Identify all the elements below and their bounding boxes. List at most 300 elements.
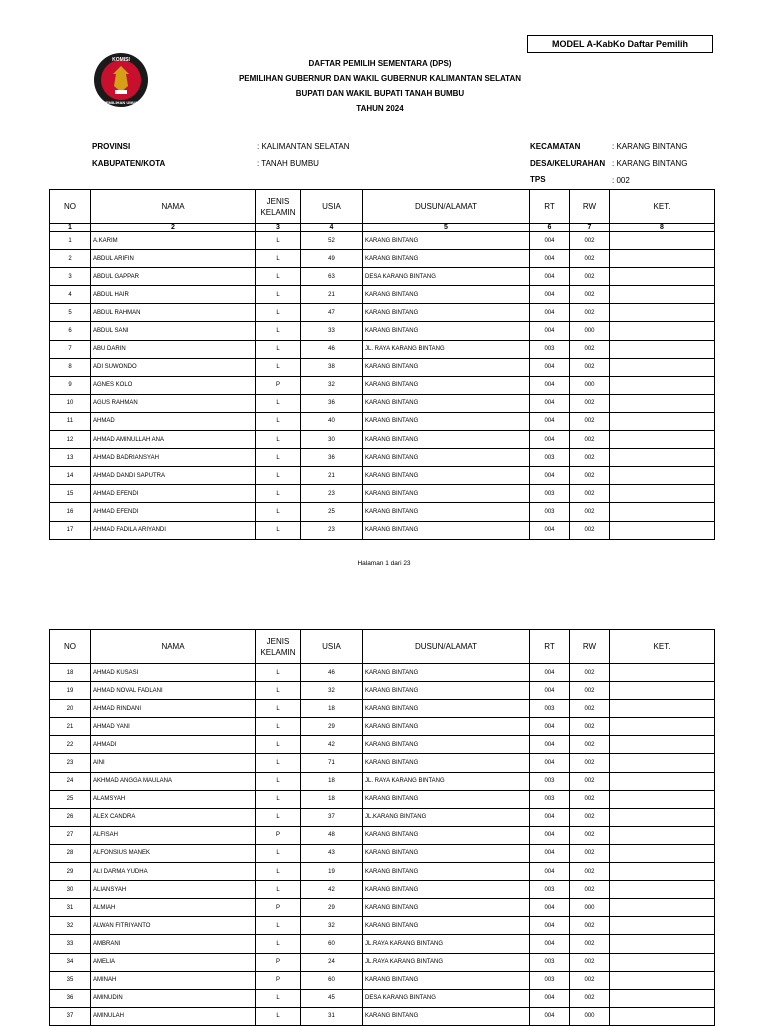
col-no: NO: [50, 630, 91, 664]
table-cell: 002: [570, 826, 610, 844]
table-cell: 29: [50, 863, 91, 881]
table-cell: KARANG BINTANG: [363, 412, 530, 430]
table-cell: 15: [50, 485, 91, 503]
table-cell: KARANG BINTANG: [363, 736, 530, 754]
table-cell: 21: [301, 286, 363, 304]
voter-rows-page-1: [50, 232, 715, 540]
col-index: 1: [50, 224, 91, 232]
table-cell: 004: [530, 899, 570, 917]
table-cell: 6: [50, 322, 91, 340]
col-rt: RT: [530, 190, 570, 224]
table-cell: AHMAD EFENDI: [91, 485, 256, 503]
table-cell: 11: [50, 412, 91, 430]
table-cell: 36: [301, 449, 363, 467]
table-cell: [610, 268, 715, 286]
table-cell: [610, 718, 715, 736]
table-cell: L: [256, 1007, 301, 1025]
table-cell: 25: [50, 790, 91, 808]
table-cell: 18: [301, 790, 363, 808]
col-dusun-alamat: DUSUN/ALAMAT: [363, 630, 530, 664]
table-cell: L: [256, 844, 301, 862]
table-cell: 3: [50, 268, 91, 286]
table-cell: 002: [570, 412, 610, 430]
table-cell: 003: [530, 790, 570, 808]
col-jenis-kelamin: JENIS KELAMIN: [256, 630, 301, 664]
table-row: [50, 718, 715, 736]
title-line-3: BUPATI DAN WAKIL BUPATI TANAH BUMBU: [295, 89, 465, 98]
table-cell: AHMAD: [91, 412, 256, 430]
table-cell: [610, 682, 715, 700]
table-cell: AGNES KOLO: [91, 376, 256, 394]
table-cell: JL. RAYA KARANG BINTANG: [363, 772, 530, 790]
table-cell: P: [256, 971, 301, 989]
table-row: [50, 304, 715, 322]
table-cell: 002: [570, 736, 610, 754]
table-cell: KARANG BINTANG: [363, 881, 530, 899]
table-cell: L: [256, 412, 301, 430]
title-line-1: DAFTAR PEMILIH SEMENTARA (DPS): [308, 59, 452, 68]
table-cell: 004: [530, 232, 570, 250]
table-cell: KARANG BINTANG: [363, 844, 530, 862]
table-row: [50, 340, 715, 358]
table-cell: 36: [301, 394, 363, 412]
table-cell: 002: [570, 808, 610, 826]
table-cell: 002: [570, 917, 610, 935]
table-cell: 004: [530, 394, 570, 412]
table-cell: L: [256, 772, 301, 790]
table-cell: 26: [50, 808, 91, 826]
table-cell: 002: [570, 431, 610, 449]
col-nama: NAMA: [91, 190, 256, 224]
desa-value: : KARANG BINTANG: [612, 159, 688, 168]
table-row: [50, 754, 715, 772]
table-cell: 60: [301, 935, 363, 953]
table-cell: ABDUL HAIR: [91, 286, 256, 304]
table-cell: JL.RAYA KARANG BINTANG: [363, 935, 530, 953]
table-cell: 002: [570, 682, 610, 700]
table-cell: 5: [50, 304, 91, 322]
table-cell: 004: [530, 467, 570, 485]
table-cell: 004: [530, 376, 570, 394]
table-cell: L: [256, 250, 301, 268]
table-cell: [610, 1007, 715, 1025]
table-cell: 000: [570, 899, 610, 917]
table-cell: [610, 449, 715, 467]
table-cell: AHMAD NOVAL FADLANI: [91, 682, 256, 700]
voter-table-page-2: [49, 629, 715, 1026]
table-cell: L: [256, 286, 301, 304]
table-cell: 24: [301, 953, 363, 971]
table-cell: 30: [50, 881, 91, 899]
table-cell: [610, 790, 715, 808]
table-cell: 002: [570, 881, 610, 899]
table-cell: KARANG BINTANG: [363, 754, 530, 772]
col-index: 2: [91, 224, 256, 232]
table-cell: [610, 935, 715, 953]
table-cell: 002: [570, 718, 610, 736]
table-cell: 46: [301, 664, 363, 682]
table-cell: 19: [301, 863, 363, 881]
table-cell: 20: [50, 700, 91, 718]
table-cell: 49: [301, 250, 363, 268]
table-cell: KARANG BINTANG: [363, 286, 530, 304]
table-cell: P: [256, 376, 301, 394]
table-cell: ALMIAH: [91, 899, 256, 917]
table-cell: L: [256, 989, 301, 1007]
table-cell: AMINAH: [91, 971, 256, 989]
table-cell: 12: [50, 431, 91, 449]
table-cell: L: [256, 790, 301, 808]
table-cell: 33: [50, 935, 91, 953]
table-cell: AMINULAH: [91, 1007, 256, 1025]
table-cell: KARANG BINTANG: [363, 485, 530, 503]
table-cell: [610, 521, 715, 539]
table-cell: 004: [530, 863, 570, 881]
table-cell: L: [256, 268, 301, 286]
table-row: [50, 412, 715, 430]
table-row: [50, 971, 715, 989]
table-cell: 42: [301, 881, 363, 899]
table-cell: [610, 431, 715, 449]
table-row: [50, 431, 715, 449]
table-cell: [610, 863, 715, 881]
table-row: [50, 736, 715, 754]
table-cell: KARANG BINTANG: [363, 322, 530, 340]
table-cell: KARANG BINTANG: [363, 503, 530, 521]
col-rw: RW: [570, 190, 610, 224]
table-cell: ALEX CANDRA: [91, 808, 256, 826]
table-row: [50, 664, 715, 682]
table-cell: 36: [50, 989, 91, 1007]
table-cell: 002: [570, 232, 610, 250]
table-cell: 14: [50, 467, 91, 485]
table-cell: [610, 485, 715, 503]
table-cell: 22: [50, 736, 91, 754]
table-cell: [610, 844, 715, 862]
table-cell: KARANG BINTANG: [363, 304, 530, 322]
col-dusun-alamat: DUSUN/ALAMAT: [363, 190, 530, 224]
table-cell: 9: [50, 376, 91, 394]
table-cell: 004: [530, 736, 570, 754]
table-cell: KARANG BINTANG: [363, 521, 530, 539]
model-label: MODEL A-KabKo Daftar Pemilih: [527, 35, 713, 53]
table-cell: 31: [50, 899, 91, 917]
table-cell: [610, 899, 715, 917]
table-cell: 002: [570, 664, 610, 682]
table-cell: [610, 881, 715, 899]
table-cell: [610, 664, 715, 682]
table-cell: AHMAD AMINULLAH ANA: [91, 431, 256, 449]
table-cell: 004: [530, 989, 570, 1007]
kpu-logo: [93, 52, 149, 108]
table-cell: KARANG BINTANG: [363, 790, 530, 808]
table-row: [50, 790, 715, 808]
col-nama: NAMA: [91, 630, 256, 664]
col-rw: RW: [570, 630, 610, 664]
table-cell: 23: [50, 754, 91, 772]
table-cell: 47: [301, 304, 363, 322]
table-cell: 7: [50, 340, 91, 358]
table-cell: 002: [570, 304, 610, 322]
table-row: [50, 899, 715, 917]
table-cell: L: [256, 304, 301, 322]
table-cell: 30: [301, 431, 363, 449]
table-cell: KARANG BINTANG: [363, 250, 530, 268]
table-cell: [610, 394, 715, 412]
table-row: [50, 917, 715, 935]
table-cell: [610, 503, 715, 521]
table-cell: [610, 989, 715, 1007]
table-cell: 000: [570, 376, 610, 394]
table-row: [50, 863, 715, 881]
table-row: [50, 881, 715, 899]
table-cell: L: [256, 322, 301, 340]
table-cell: [610, 467, 715, 485]
table-cell: L: [256, 917, 301, 935]
table-cell: 004: [530, 431, 570, 449]
table-cell: 29: [301, 718, 363, 736]
table-cell: [610, 358, 715, 376]
table-cell: KARANG BINTANG: [363, 899, 530, 917]
table-row: [50, 394, 715, 412]
table-row: [50, 989, 715, 1007]
table-cell: AHMAD YANI: [91, 718, 256, 736]
table-cell: 17: [50, 521, 91, 539]
table-cell: [610, 917, 715, 935]
table-cell: ALAMSYAH: [91, 790, 256, 808]
table-row: [50, 485, 715, 503]
table-cell: KARANG BINTANG: [363, 449, 530, 467]
table-cell: AHMAD EFENDI: [91, 503, 256, 521]
table-cell: 63: [301, 268, 363, 286]
table-cell: 004: [530, 808, 570, 826]
table-cell: L: [256, 503, 301, 521]
table-cell: 002: [570, 286, 610, 304]
table-cell: ALFISAH: [91, 826, 256, 844]
table-cell: 002: [570, 250, 610, 268]
desa-label: DESA/KELURAHAN: [530, 159, 606, 168]
table-cell: 8: [50, 358, 91, 376]
table-cell: L: [256, 232, 301, 250]
table-cell: P: [256, 826, 301, 844]
table-cell: L: [256, 467, 301, 485]
table-cell: L: [256, 863, 301, 881]
table-cell: 003: [530, 503, 570, 521]
table-cell: 004: [530, 286, 570, 304]
table-cell: 18: [50, 664, 91, 682]
table-cell: 31: [301, 1007, 363, 1025]
table-cell: JL.RAYA KARANG BINTANG: [363, 953, 530, 971]
table-cell: AHMADI: [91, 736, 256, 754]
table-cell: [610, 953, 715, 971]
table-row: [50, 503, 715, 521]
table-cell: ABDUL GAPPAR: [91, 268, 256, 286]
table-cell: KARANG BINTANG: [363, 664, 530, 682]
table-cell: 003: [530, 449, 570, 467]
logo-bottom-text: PEMILIHAN UMUM: [103, 100, 139, 105]
table-cell: ALI DARMA YUDHA: [91, 863, 256, 881]
table-cell: 004: [530, 682, 570, 700]
table-cell: JL.KARANG BINTANG: [363, 808, 530, 826]
table-cell: 002: [570, 989, 610, 1007]
table-cell: L: [256, 736, 301, 754]
table-cell: L: [256, 700, 301, 718]
table-cell: 18: [301, 700, 363, 718]
table-cell: 004: [530, 358, 570, 376]
table-cell: KARANG BINTANG: [363, 1007, 530, 1025]
table-cell: 004: [530, 718, 570, 736]
table-cell: 23: [301, 521, 363, 539]
table-cell: KARANG BINTANG: [363, 682, 530, 700]
table-cell: KARANG BINTANG: [363, 232, 530, 250]
table-cell: DESA KARANG BINTANG: [363, 268, 530, 286]
table-cell: [610, 232, 715, 250]
table-cell: 40: [301, 412, 363, 430]
kabkota-value: : TANAH BUMBU: [257, 159, 319, 168]
table-cell: L: [256, 394, 301, 412]
table-cell: 004: [530, 826, 570, 844]
table-cell: L: [256, 881, 301, 899]
table-row: [50, 935, 715, 953]
voter-table-page-1: [49, 189, 715, 540]
title-line-2: PEMILIHAN GUBERNUR DAN WAKIL GUBERNUR KALIMANTAN SELATAN: [238, 74, 522, 83]
table-cell: 002: [570, 358, 610, 376]
table-cell: 27: [50, 826, 91, 844]
table-cell: 35: [50, 971, 91, 989]
table-cell: A.KARIM: [91, 232, 256, 250]
table-cell: L: [256, 664, 301, 682]
table-cell: ABDUL SANI: [91, 322, 256, 340]
table-row: [50, 844, 715, 862]
table-row: [50, 358, 715, 376]
table-cell: 002: [570, 844, 610, 862]
table-row: [50, 232, 715, 250]
table-cell: 002: [570, 268, 610, 286]
table-cell: 000: [570, 1007, 610, 1025]
table-cell: KARANG BINTANG: [363, 700, 530, 718]
table-cell: KARANG BINTANG: [363, 718, 530, 736]
table-cell: ADI SUWONDO: [91, 358, 256, 376]
table-cell: 38: [301, 358, 363, 376]
col-index: 3: [256, 224, 301, 232]
table-cell: 003: [530, 340, 570, 358]
table-cell: 003: [530, 700, 570, 718]
table-cell: 42: [301, 736, 363, 754]
table-cell: 21: [50, 718, 91, 736]
table-cell: KARANG BINTANG: [363, 431, 530, 449]
table-cell: 002: [570, 790, 610, 808]
page-footer: Halaman 1 dari 23: [357, 560, 411, 567]
table-cell: ABU DARIN: [91, 340, 256, 358]
table-cell: 24: [50, 772, 91, 790]
table-cell: L: [256, 431, 301, 449]
col-no: NO: [50, 190, 91, 224]
table-cell: AHMAD BADRIANSYAH: [91, 449, 256, 467]
table-cell: JL. RAYA KARANG BINTANG: [363, 340, 530, 358]
tps-label: TPS: [530, 175, 546, 184]
table-row: [50, 826, 715, 844]
table-cell: 10: [50, 394, 91, 412]
table-cell: 33: [301, 322, 363, 340]
table-cell: KARANG BINTANG: [363, 376, 530, 394]
kecamatan-label: KECAMATAN: [530, 142, 581, 151]
table-cell: [610, 772, 715, 790]
table-cell: L: [256, 521, 301, 539]
col-rt: RT: [530, 630, 570, 664]
table-cell: 29: [301, 899, 363, 917]
table-cell: 71: [301, 754, 363, 772]
table-row: [50, 521, 715, 539]
table-cell: 002: [570, 772, 610, 790]
provinsi-value: : KALIMANTAN SELATAN: [257, 142, 350, 151]
col-index: 8: [610, 224, 715, 232]
table-cell: 003: [530, 772, 570, 790]
title-line-4: TAHUN 2024: [356, 104, 404, 113]
table-row: [50, 286, 715, 304]
table-cell: 37: [50, 1007, 91, 1025]
table-cell: 32: [301, 376, 363, 394]
table-cell: AHMAD KUSASI: [91, 664, 256, 682]
table-cell: 003: [530, 881, 570, 899]
table-cell: 002: [570, 953, 610, 971]
table-cell: 16: [50, 503, 91, 521]
table-cell: 002: [570, 863, 610, 881]
table-cell: 32: [50, 917, 91, 935]
table-cell: [610, 808, 715, 826]
table-row: [50, 467, 715, 485]
table-cell: 004: [530, 304, 570, 322]
col-index: 4: [301, 224, 363, 232]
table-cell: [610, 412, 715, 430]
table-cell: AHMAD RINDANI: [91, 700, 256, 718]
table-cell: 002: [570, 467, 610, 485]
table-cell: 004: [530, 844, 570, 862]
table-cell: L: [256, 449, 301, 467]
table-cell: L: [256, 485, 301, 503]
table-cell: 003: [530, 485, 570, 503]
table-cell: 004: [530, 754, 570, 772]
table-cell: P: [256, 899, 301, 917]
table-cell: L: [256, 718, 301, 736]
provinsi-label: PROVINSI: [92, 142, 131, 151]
table-cell: 13: [50, 449, 91, 467]
col-index: 7: [570, 224, 610, 232]
table-cell: 1: [50, 232, 91, 250]
table-cell: ABDUL RAHMAN: [91, 304, 256, 322]
table-cell: 002: [570, 521, 610, 539]
table-cell: [610, 250, 715, 268]
table-row: [50, 700, 715, 718]
table-cell: P: [256, 953, 301, 971]
table-cell: 4: [50, 286, 91, 304]
table-cell: 25: [301, 503, 363, 521]
table-row: [50, 1007, 715, 1025]
table-cell: AGUS RAHMAN: [91, 394, 256, 412]
table-cell: 28: [50, 844, 91, 862]
table-cell: AMINUDIN: [91, 989, 256, 1007]
table-cell: 002: [570, 394, 610, 412]
table-cell: AHMAD DANDI SAPUTRA: [91, 467, 256, 485]
table-row: [50, 376, 715, 394]
table-cell: [610, 754, 715, 772]
table-cell: 46: [301, 340, 363, 358]
tps-value: : 002: [612, 176, 630, 185]
table-cell: KARANG BINTANG: [363, 863, 530, 881]
table-cell: L: [256, 754, 301, 772]
table-cell: AMELIA: [91, 953, 256, 971]
col-ket: KET.: [610, 630, 715, 664]
table-cell: KARANG BINTANG: [363, 971, 530, 989]
